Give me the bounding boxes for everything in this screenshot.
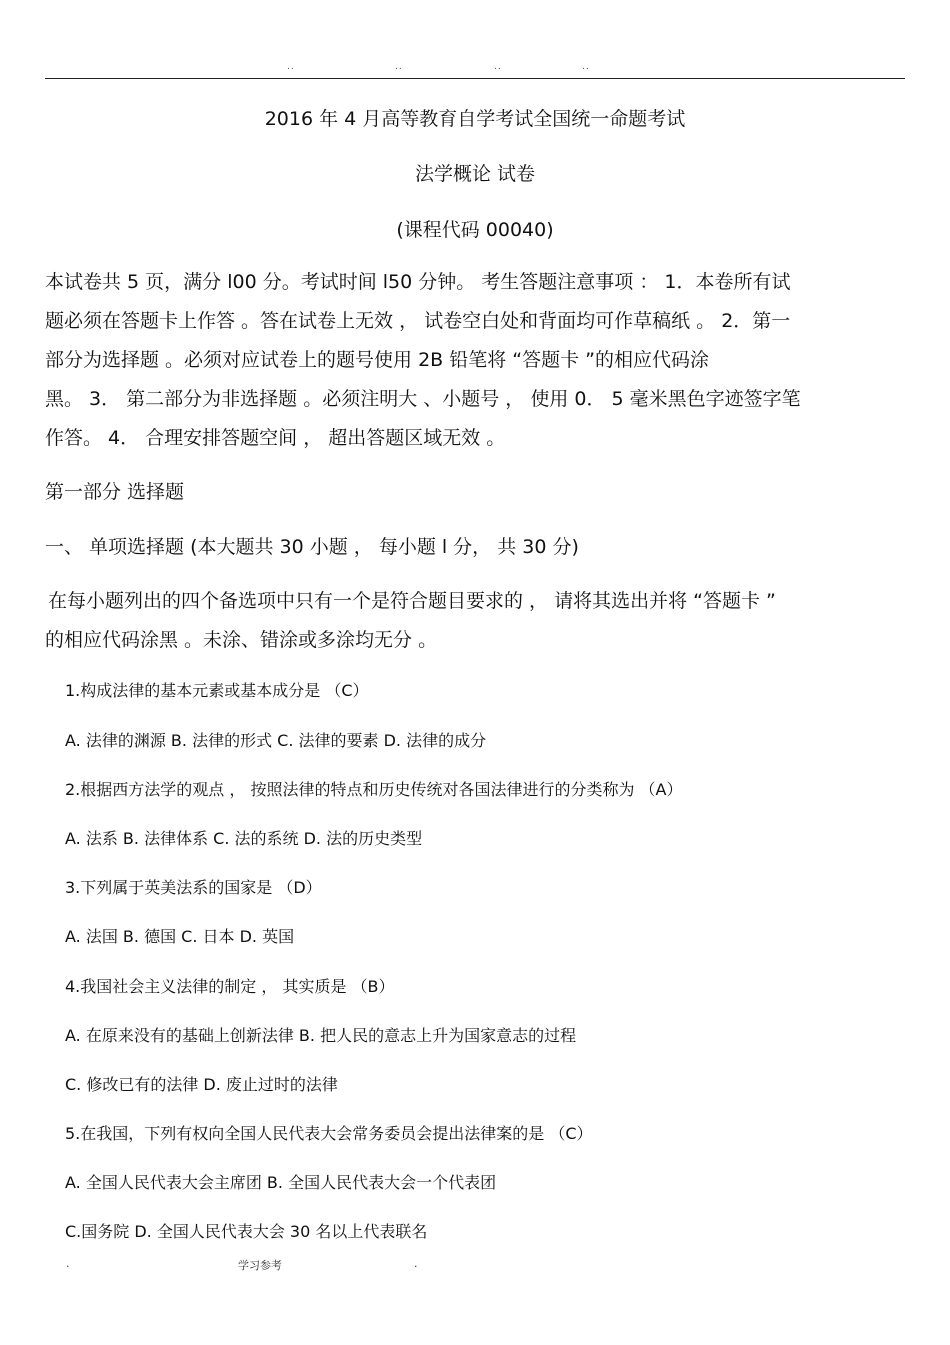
question-options: A. 法系 B. 法律体系 C. 法的系统 D. 法的历史类型 (65, 829, 423, 848)
header-rule (45, 78, 905, 79)
header-dot: .. (582, 62, 590, 72)
question-options: A. 全国人民代表大会主席团 B. 全国人民代表大会一个代表团 (65, 1173, 497, 1192)
question-options: A. 法国 B. 德国 C. 日本 D. 英国 (65, 927, 295, 946)
header-dot: .. (287, 62, 295, 72)
section-heading: 一、 单项选择题 (本大题共 30 小题 ， 每小题 l 分， 共 30 分) (45, 536, 579, 558)
instruction-line: 作答。 4． 合理安排答题空间 ， 超出答题区域无效 。 (45, 427, 506, 449)
question-stem: 3.下列属于英美法系的国家是 （D） (65, 878, 322, 897)
question-stem: 1.构成法律的基本元素或基本成分是 （C） (65, 681, 369, 700)
header-dot: .. (395, 62, 403, 72)
header-dot: .. (494, 62, 502, 72)
directions-line: 在每小题列出的四个备选项中只有一个是符合题目要求的 ， 请将其选出并将 “答题卡 ” (48, 590, 776, 612)
instruction-line: 题必须在答题卡上作答 。答在试卷上无效 ， 试卷空白处和背面均可作草稿纸 。 2．第一 (45, 310, 791, 332)
question-options: A. 法律的渊源 B. 法律的形式 C. 法律的要素 D. 法律的成分 (65, 731, 487, 750)
exam-subject: 法学概论 试卷 (414, 163, 536, 185)
question-stem: 5.在我国，下列有权向全国人民代表大会常务委员会提出法律案的是 （C） (65, 1124, 593, 1143)
instruction-line: 本试卷共 5 页，满分 l00 分。考试时间 l50 分钟。 考生答题注意事项 ： 1．本卷所有试 (45, 271, 791, 293)
footer-dot: . (66, 1257, 70, 1270)
exam-title: 2016 年 4 月高等教育自学考试全国统一命题考试 (264, 108, 686, 130)
instruction-line: 黑。 3． 第二部分为非选择题 。必须注明大 、小题号 ， 使用 0． 5 毫米黑色字迹签字笔 (45, 388, 801, 410)
question-stem: 4.我国社会主义法律的制定 ， 其实质是 （B） (65, 977, 395, 996)
part-heading: 第一部分 选择题 (45, 481, 185, 503)
question-options: A. 在原来没有的基础上创新法律 B. 把人民的意志上升为国家意志的过程 (65, 1026, 577, 1045)
directions-line: 的相应代码涂黑 。未涂、错涂或多涂均无分 。 (45, 629, 438, 651)
question-stem: 2.根据西方法学的观点 ， 按照法律的特点和历史传统对各国法律进行的分类称为 （A） (65, 780, 683, 799)
course-code: (课程代码 00040) (396, 219, 554, 241)
footer-dot: . (414, 1257, 418, 1270)
footer-label: 学习参考 (238, 1259, 282, 1272)
instruction-line: 部分为选择题 。必须对应试卷上的题号使用 2B 铅笔将 “答题卡 ”的相应代码涂 (45, 349, 710, 371)
question-options: C. 修改已有的法律 D. 废止过时的法律 (65, 1075, 338, 1094)
question-options: C.国务院 D. 全国人民代表大会 30 名以上代表联名 (65, 1222, 428, 1241)
